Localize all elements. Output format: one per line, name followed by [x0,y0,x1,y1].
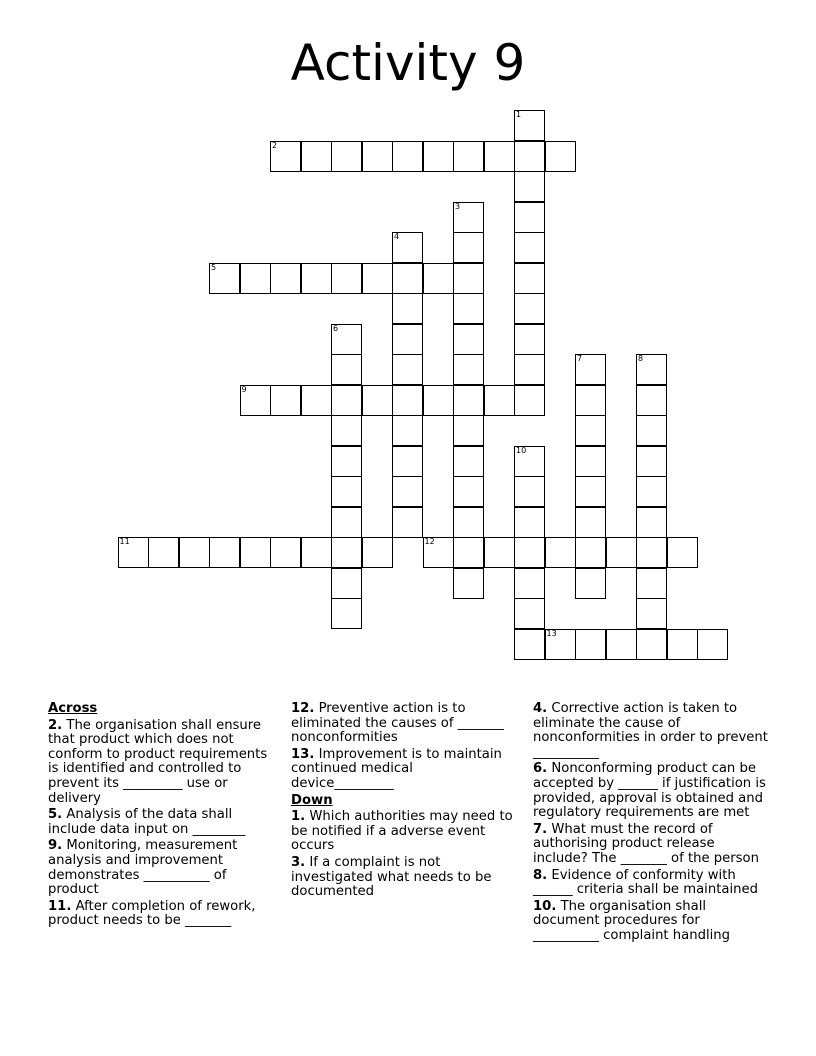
grid-cell[interactable] [514,507,545,538]
clue-down-7: 7. What must the record of authorising product release include? The _______ of the person [533,821,759,866]
grid-cell[interactable] [636,415,667,446]
grid-cell[interactable] [392,354,423,385]
grid-cell[interactable] [331,598,362,629]
grid-cell[interactable] [392,293,423,324]
grid-cell[interactable] [453,232,484,263]
cell-number: 6 [333,323,339,333]
grid-cell[interactable] [270,141,301,172]
grid-cell[interactable] [270,537,301,568]
cell-number: 12 [424,537,435,546]
cell-number: 9 [241,384,247,394]
cell-number: 13 [546,628,557,638]
cell-number: 1 [516,110,522,119]
grid-cell[interactable] [453,263,484,294]
grid-cell[interactable] [331,415,362,446]
grid-cell[interactable] [636,629,667,660]
grid-cell[interactable] [392,232,423,263]
grid-cell[interactable] [331,141,362,172]
cell-number: 3 [455,201,461,211]
cell-number: 11 [119,537,130,546]
grid-cell[interactable] [423,263,454,294]
grid-cell[interactable] [636,537,667,568]
grid-cell[interactable] [606,629,637,660]
grid-cell[interactable] [331,263,362,294]
grid-cell[interactable] [453,537,484,568]
grid-cell[interactable] [331,537,362,568]
grid-cell[interactable] [301,385,332,416]
grid-cell[interactable] [575,568,606,599]
grid-cell[interactable] [270,263,301,294]
grid-cell[interactable] [392,446,423,477]
grid-cell[interactable] [301,263,332,294]
page-title: Activity 9 [290,34,526,92]
grid-cell[interactable] [118,537,149,568]
grid-cell[interactable] [545,537,576,568]
clue-across-11: 11. After completion of rework, product needs to be _______ [48,898,256,929]
clue-down-1: 1. Which authorities may need to be notified if a adverse event occurs [291,809,513,854]
grid-cell[interactable] [575,446,606,477]
cell-number: 7 [577,354,583,363]
grid-cell[interactable] [514,537,545,568]
grid-cell[interactable] [331,476,362,507]
grid-cell[interactable] [179,537,210,568]
grid-cell[interactable] [575,415,606,446]
grid-cell[interactable] [453,202,484,233]
grid-cell[interactable] [514,293,545,324]
across-heading: Across [48,701,98,716]
grid-cell[interactable] [453,507,484,538]
grid-cell[interactable] [636,598,667,629]
grid-cell[interactable] [514,110,545,141]
clue-across-2: 2. The organisation shall ensure that product which does not conform to product requirements is identified and controlled to prevent its _________ use or delivery [48,717,268,806]
grid-cell[interactable] [636,385,667,416]
clue-down-3: 3. If a complaint is not investigated what needs to be documented [291,854,492,900]
grid-cell[interactable] [545,141,576,172]
grid-cell[interactable] [484,141,515,172]
clues-column-3 [533,702,768,946]
grid-cell[interactable] [514,568,545,599]
grid-cell[interactable] [514,141,545,172]
cell-number: 4 [394,232,400,241]
clue-across-13: 13. Improvement is to maintain continued medical device_________ [291,746,502,791]
grid-cell[interactable] [575,629,606,660]
clues-column-2 [291,702,519,902]
grid-cell[interactable] [514,171,545,202]
grid-cell[interactable] [392,141,423,172]
grid-cell[interactable] [636,507,667,538]
grid-cell[interactable] [392,385,423,416]
grid-cell[interactable] [331,568,362,599]
grid-cell[interactable] [301,537,332,568]
grid-cell[interactable] [453,324,484,355]
grid-cell[interactable] [453,568,484,599]
grid-cell[interactable] [636,354,667,385]
clue-across-5: 5. Analysis of the data shall include data input on ________ [48,807,246,837]
grid-cell[interactable] [453,476,484,507]
grid-cell[interactable] [423,537,454,568]
grid-cell[interactable] [453,446,484,477]
grid-cell[interactable] [484,537,515,568]
grid-cell[interactable] [514,385,545,416]
grid-cell[interactable] [545,629,576,660]
grid-cell[interactable] [270,385,301,416]
clue-down-4: 4. Corrective action is taken to eliminate the cause of nonconformities in order to prevent __________ [533,701,768,760]
grid-cell[interactable] [392,476,423,507]
clue-across-12: 12. Preventive action is to eliminated the causes of _______ nonconformities [291,701,504,746]
grid-cell[interactable] [514,629,545,660]
grid-cell[interactable] [392,507,423,538]
grid-cell[interactable] [453,293,484,324]
grid-cell[interactable] [362,141,393,172]
grid-cell[interactable] [331,354,362,385]
grid-cell[interactable] [575,476,606,507]
clue-across-9: 9. Monitoring, measurement analysis and improvement demonstrates __________ of product [48,838,238,898]
clues-column-1 [48,702,278,931]
grid-cell[interactable] [514,263,545,294]
grid-cell[interactable] [575,354,606,385]
cell-number: 10 [516,445,527,455]
grid-cell[interactable] [514,324,545,355]
grid-cell[interactable] [392,324,423,355]
grid-cell[interactable] [392,415,423,446]
grid-cell[interactable] [362,537,393,568]
grid-cell[interactable] [240,385,271,416]
grid-cell[interactable] [636,446,667,477]
grid-cell[interactable] [453,354,484,385]
grid-cell[interactable] [148,537,179,568]
grid-cell[interactable] [331,324,362,355]
grid-cell[interactable] [514,598,545,629]
grid-cell[interactable] [514,446,545,477]
cell-number: 5 [211,262,217,272]
cell-number: 2 [272,140,278,150]
grid-cell[interactable] [209,537,240,568]
grid-cell[interactable] [209,263,240,294]
grid-cell[interactable] [636,568,667,599]
grid-cell[interactable] [423,141,454,172]
grid-cell[interactable] [606,537,637,568]
grid-cell[interactable] [240,537,271,568]
grid-cell[interactable] [453,141,484,172]
grid-cell[interactable] [331,507,362,538]
cell-number: 8 [638,354,644,363]
down-heading: Down [291,792,333,808]
grid-cell[interactable] [484,385,515,416]
clue-down-8: 8. Evidence of conformity with ______ criteria shall be maintained [533,867,758,898]
grid-cell[interactable] [575,537,606,568]
grid-cell[interactable] [331,446,362,477]
grid-cell[interactable] [514,202,545,233]
grid-cell[interactable] [331,385,362,416]
grid-cell[interactable] [697,629,728,660]
grid-cell[interactable] [575,385,606,416]
clue-down-6: 6. Nonconforming product can be accepted by ______ if justification is provided, approval is obtained and regulatory requirements are met [533,761,766,821]
grid-cell[interactable] [392,263,423,294]
grid-cell[interactable] [514,354,545,385]
grid-cell[interactable] [301,141,332,172]
grid-cell[interactable] [453,385,484,416]
grid-cell[interactable] [636,476,667,507]
grid-cell[interactable] [453,415,484,446]
grid-cell[interactable] [514,476,545,507]
grid-cell[interactable] [514,232,545,263]
grid-cell[interactable] [362,263,393,294]
grid-cell[interactable] [667,537,698,568]
grid-cell[interactable] [575,507,606,538]
grid-cell[interactable] [423,385,454,416]
grid-cell[interactable] [667,629,698,660]
grid-cell[interactable] [240,263,271,294]
clue-down-10: 10. The organisation shall document procedures for __________ complaint handling [533,898,731,943]
grid-cell[interactable] [362,385,393,416]
